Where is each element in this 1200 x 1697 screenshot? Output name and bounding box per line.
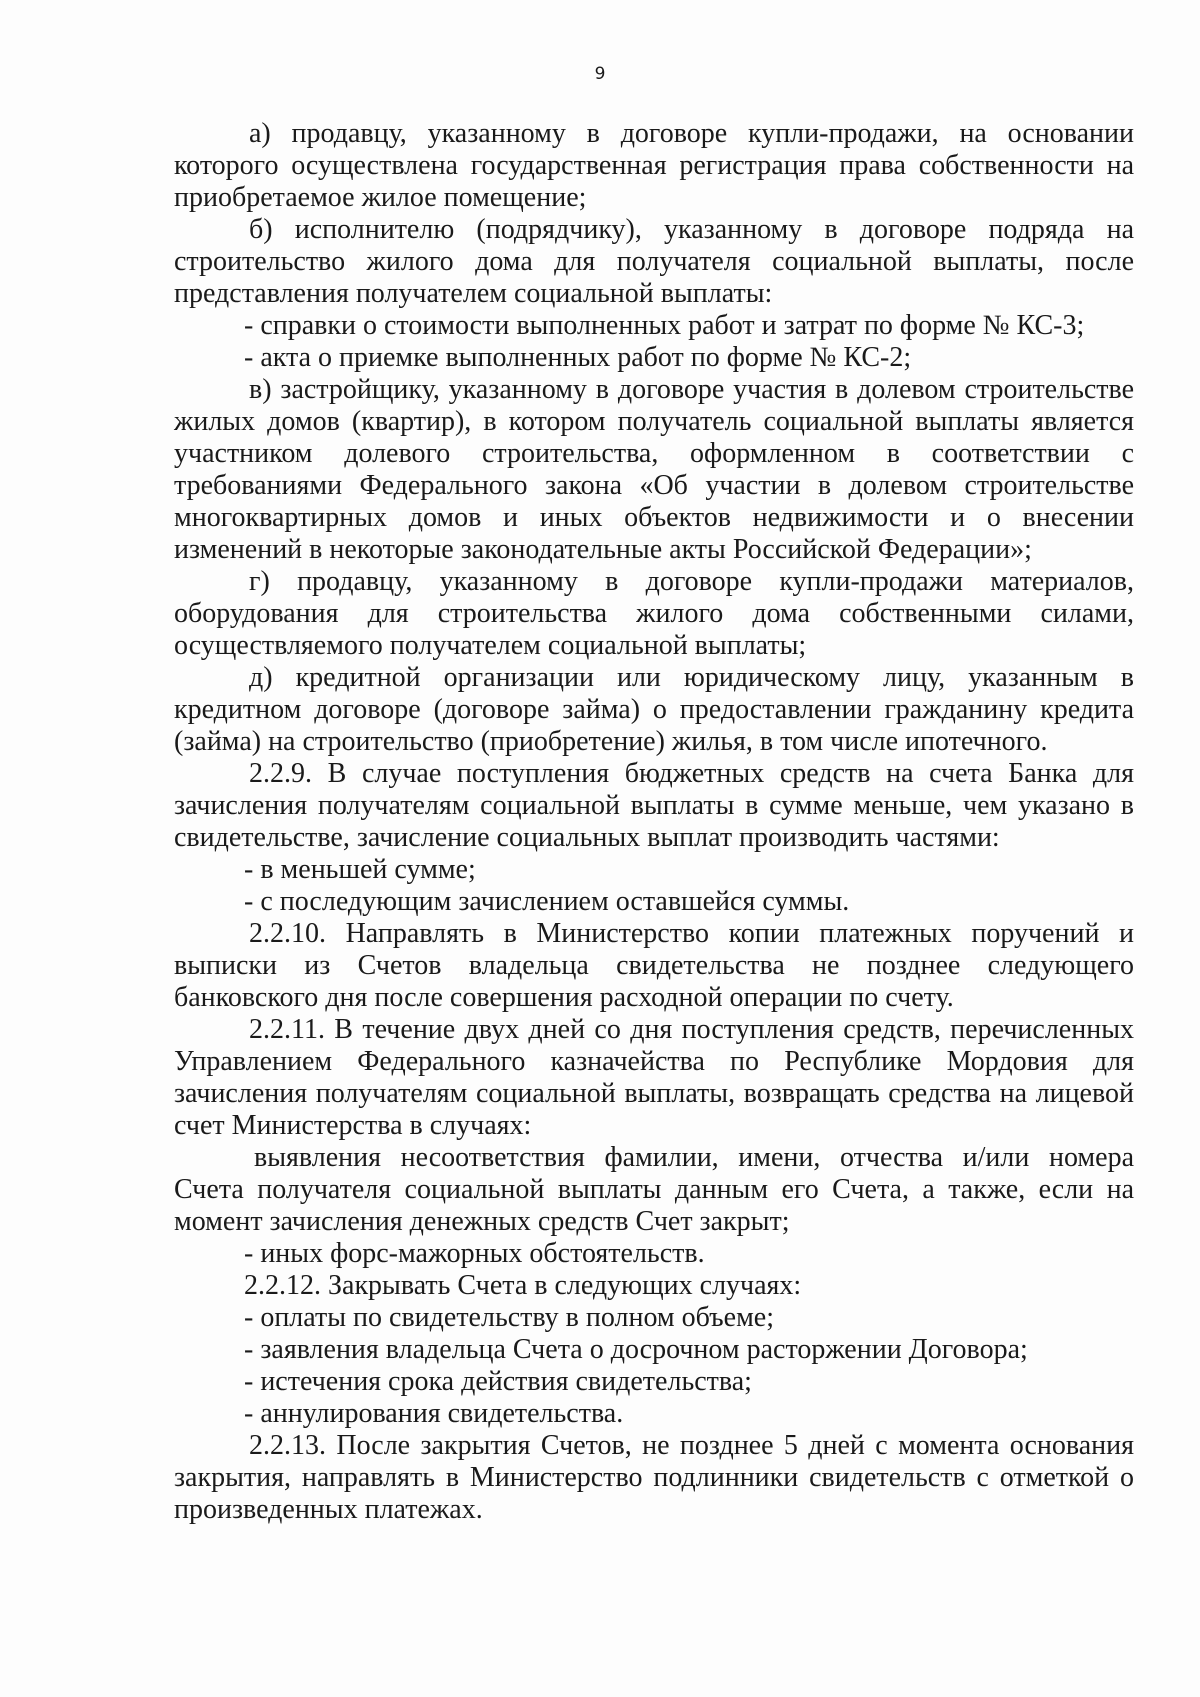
paragraph-2-2-9: 2.2.9. В случае поступления бюджетных средств на счета Банка для зачисления получателям социальной выплаты в сумме меньше, чем указано в свидетельстве, зачисление социальных выплат производить частями:: [174, 758, 1134, 853]
paragraph-d: д) кредитной организации или юридическому лицу, указанным в кредитном договоре (договоре займа) о предоставлении гражданину кредита (займа) на строительство (приобретение) жилья, в том числе ипотечного.: [174, 662, 1134, 757]
paragraph-mismatch: выявления несоответствия фамилии, имени, отчества и/или номера Счета получателя социальной выплаты данным его Счета, а также, если на момент зачисления денежных средств Счет закрыт;: [174, 1142, 1134, 1237]
list-item-remaining-sum: - с последующим зачислением оставшейся суммы.: [244, 886, 850, 917]
list-item-smaller-sum: - в меньшей сумме;: [244, 854, 476, 885]
list-item-annulment: - аннулирования свидетельства.: [244, 1398, 624, 1429]
page-number: 9: [594, 64, 606, 84]
paragraph-2-2-12: 2.2.12. Закрывать Счета в следующих случаях:: [244, 1270, 802, 1301]
paragraph-2-2-13: 2.2.13. После закрытия Счетов, не позднее 5 дней с момента основания закрытия, направлять в Министерство подлинники свидетельств с отметкой о произведенных платежах.: [174, 1430, 1134, 1525]
list-item-ks3: - справки о стоимости выполненных работ и затрат по форме № КС-3;: [244, 310, 1085, 341]
list-item-full-payment: - оплаты по свидетельству в полном объеме;: [244, 1302, 775, 1333]
document-body: [174, 118, 1134, 1526]
paragraph-2-2-11: 2.2.11. В течение двух дней со дня поступления средств, перечисленных Управлением Федерального казначейства по Республике Мордовия для зачисления получателям социальной выплаты, возвращать средства на лицевой счет Министерства в случаях:: [174, 1014, 1134, 1141]
paragraph-v: в) застройщику, указанному в договоре участия в долевом строительстве жилых домов (квартир), в котором получатель социальной выплаты является участником долевого строительства, оформленном в соответствии с требованиями Федерального закона «Об участии в долевом строительстве многоквартирных домов и иных объектов недвижимости и о внесении изменений в некоторые законодательные акты Российской Федерации»;: [174, 374, 1134, 565]
list-item-early-termination: - заявления владельца Счета о досрочном расторжении Договора;: [244, 1334, 1028, 1365]
paragraph-g: г) продавцу, указанному в договоре купли-продажи материалов, оборудования для строительства жилого дома собственными силами, осуществляемого получателем социальной выплаты;: [174, 566, 1134, 661]
list-item-ks2: - акта о приемке выполненных работ по форме № КС-2;: [244, 342, 912, 373]
list-item-force-majeure: - иных форс-мажорных обстоятельств.: [244, 1238, 705, 1269]
list-item-expiry: - истечения срока действия свидетельства;: [244, 1366, 752, 1397]
paragraph-b: б) исполнителю (подрядчику), указанному в договоре подряда на строительство жилого дома для получателя социальной выплаты, после представления получателем социальной выплаты:: [174, 214, 1134, 309]
paragraph-2-2-10: 2.2.10. Направлять в Министерство копии платежных поручений и выписки из Счетов владельца свидетельства не позднее следующего банковского дня после совершения расходной операции по счету.: [174, 918, 1134, 1013]
paragraph-a: а) продавцу, указанному в договоре купли-продажи, на основании которого осуществлена государственная регистрация права собственности на приобретаемое жилое помещение;: [174, 118, 1134, 213]
